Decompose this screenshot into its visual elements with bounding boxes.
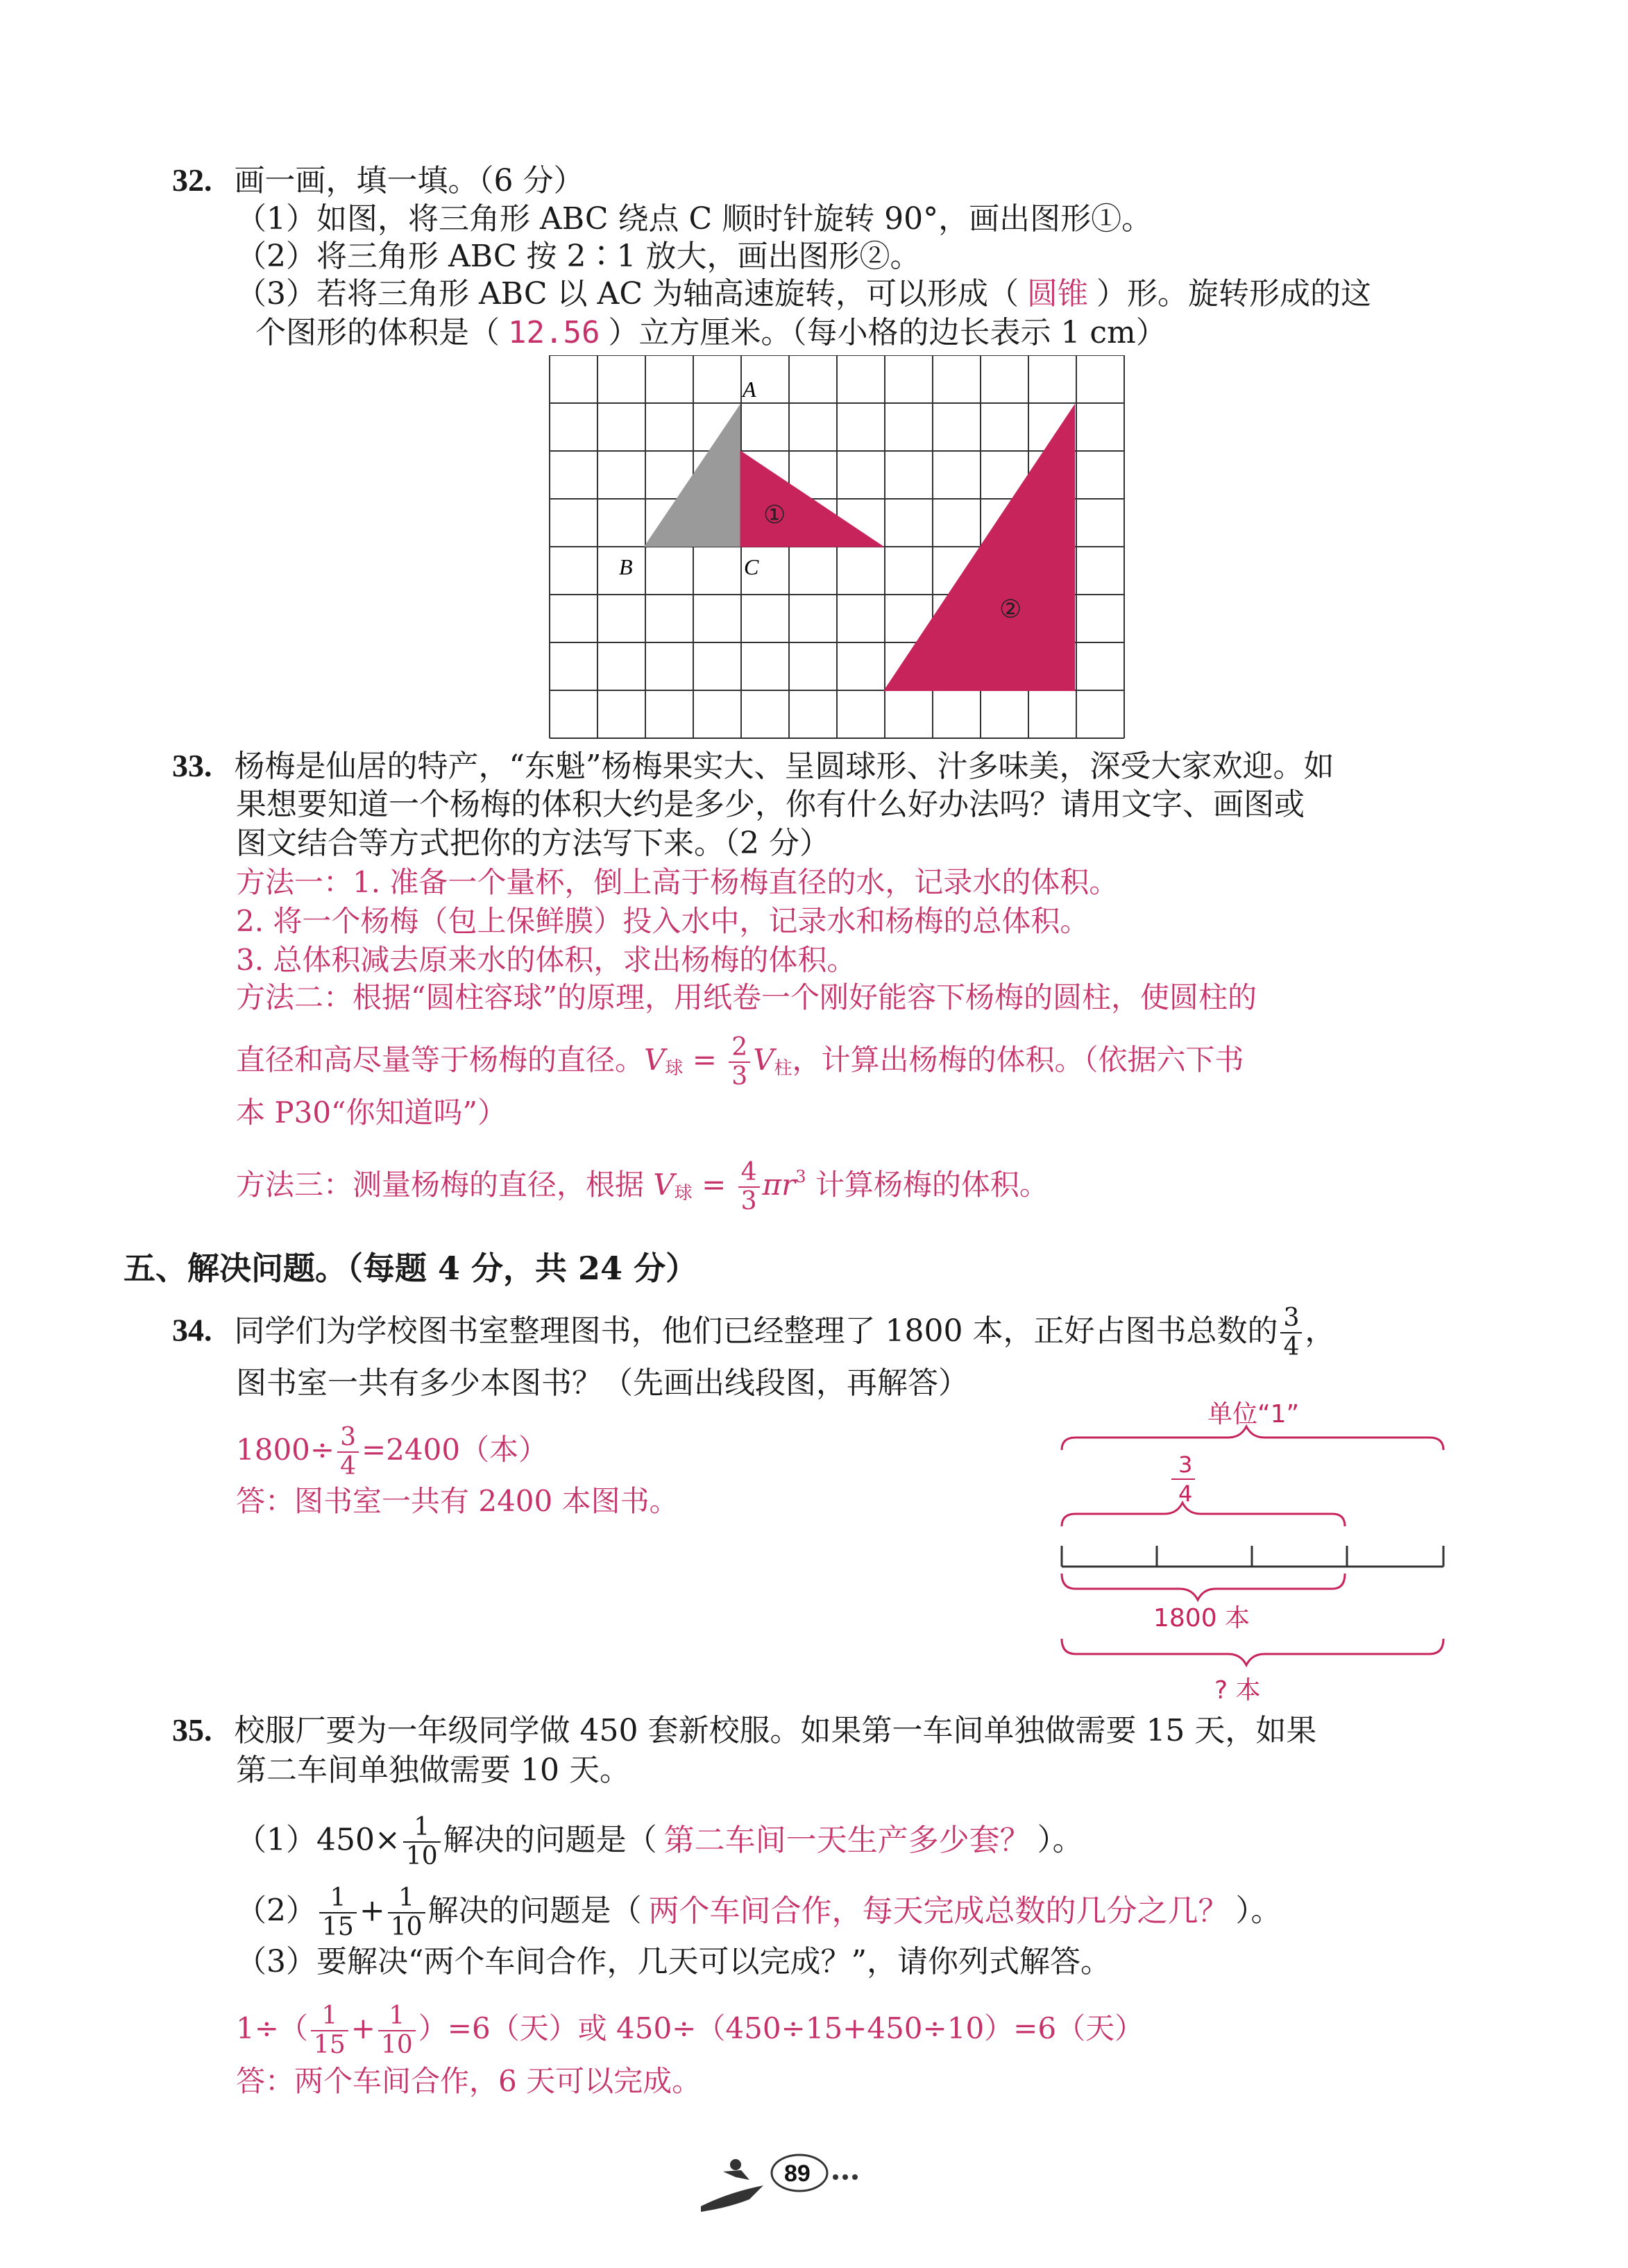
- q33-a7-sub: 球: [674, 1183, 693, 1204]
- runner-icon: [701, 2185, 763, 2212]
- frac-den: 3: [731, 1062, 748, 1091]
- q33-line2: 果想要知道一个杨梅的体积大约是多少，你有什么好办法吗？请用文字、画图或: [236, 787, 1305, 822]
- q32-part1: （1）如图，将三角形 ABC 绕点 C 顺时针旋转 90°，画出图形①。: [236, 201, 1153, 237]
- q32-part3-answer: 圆锥: [1026, 276, 1088, 312]
- q33-answer-6: 本 P30“你知道吗”）: [236, 1095, 507, 1129]
- unknown-label: ? 本: [1214, 1676, 1261, 1705]
- q35-line1: [172, 1711, 1316, 1750]
- q35-answer: 答：两个车间合作，6 天可以完成。: [236, 2064, 702, 2098]
- q33-answer-4: 方法二：根据“圆柱容球”的原理，用纸卷一个刚好能容下杨梅的圆柱，使圆柱的: [236, 980, 1257, 1014]
- q33-a7-pre: 方法三：测量杨梅的直径，根据: [236, 1168, 654, 1202]
- q33-answer-7: [236, 1157, 1049, 1216]
- q33-a5-sub1: 球: [665, 1058, 684, 1079]
- frac-den: 10: [390, 1913, 423, 1941]
- shape1-label: ①: [763, 501, 786, 529]
- q33-answer-2: 2. 将一个杨梅（包上保鲜膜）投入水中，记录水和杨梅的总体积。: [236, 904, 1089, 938]
- frac-den: 15: [313, 2031, 346, 2059]
- q33-a5-v: V: [644, 1043, 665, 1077]
- q35-p1-fraction: [403, 1814, 441, 1870]
- q35-part3: （3）要解决“两个车间合作，几天可以完成？”，请你列式解答。: [236, 1944, 1111, 1979]
- triangle-abc: [644, 404, 740, 547]
- q35-p2-fraction1: [319, 1884, 357, 1941]
- q34-line1: [172, 1304, 1335, 1361]
- total-brace: [1062, 1639, 1443, 1665]
- q34-fraction: [1280, 1304, 1302, 1361]
- q35-p1-post: ）。: [1037, 1822, 1083, 1858]
- q32-part4-post: ）立方厘米。（每小格的边长表示 1 cm）: [608, 315, 1167, 350]
- q35-p2-answer: 两个车间合作，每天完成总数的几分之几？: [648, 1893, 1229, 1929]
- footer-decoration: [687, 2144, 937, 2220]
- label-a: A: [743, 377, 756, 402]
- q33-a5-fraction: [729, 1034, 750, 1091]
- frac-label-den: 4: [1178, 1481, 1193, 1507]
- three-quarter-brace: [1062, 1503, 1345, 1526]
- q33-a7-eq: =: [692, 1168, 736, 1202]
- q33-number: 33.: [172, 748, 212, 783]
- frac-num: 4: [738, 1159, 760, 1188]
- q33-a5-eq: =: [683, 1043, 727, 1077]
- q34-line2: 图书室一共有多少本图书？（先画出线段图，再解答）: [236, 1365, 969, 1401]
- q33-a7-pi: πr: [762, 1168, 796, 1202]
- runner-head-icon: [730, 2159, 741, 2170]
- q34-calc-post: =2400（本）: [361, 1433, 548, 1467]
- q35-calc-post: ）=6（天）或 450÷（450÷15+450÷10）=6（天）: [418, 2011, 1144, 2045]
- q32-part2: （2）将三角形 ABC 按 2∶1 放大，画出图形②。: [236, 239, 921, 274]
- q32-part4: [255, 314, 1167, 352]
- q35-p2-pre: （2）: [236, 1893, 316, 1929]
- q32-part3: [236, 275, 1371, 314]
- q34-answer: 答：图书室一共有 2400 本图书。: [236, 1484, 679, 1518]
- q33-a7-sup: 3: [795, 1167, 806, 1186]
- q32-grid-figure: [541, 355, 1138, 744]
- q32-part3-pre: （3）若将三角形 ABC 以 AC 为轴高速旋转，可以形成（: [236, 276, 1019, 312]
- label-c: C: [744, 554, 759, 579]
- top-brace: [1062, 1426, 1443, 1450]
- q33-answer-3: 3. 总体积减去原来水的体积，求出杨梅的体积。: [236, 943, 856, 977]
- q35-p2-post: ）。: [1235, 1893, 1282, 1929]
- known-label: 1800 本: [1153, 1604, 1250, 1632]
- q33-a7-fraction: [738, 1159, 760, 1216]
- unit-label: 单位“1”: [1207, 1400, 1300, 1429]
- q33-a5-v2: V: [753, 1043, 774, 1077]
- q34-segment-diagram: [1041, 1388, 1457, 1721]
- q32-part3-post: ）形。旋转形成的这: [1096, 276, 1371, 312]
- known-brace: [1062, 1574, 1345, 1600]
- q33-a5-pre: 直径和高尽量等于杨梅的直径。: [236, 1043, 645, 1077]
- label-b: B: [619, 554, 633, 579]
- q33-answer-1: 方法一：1. 准备一个量杯，倒上高于杨梅直径的水，记录水的体积。: [236, 865, 1119, 899]
- frac-num: 3: [1280, 1304, 1302, 1333]
- q33-a5-post: ，计算出杨梅的体积。（依据六下书: [792, 1043, 1244, 1077]
- q35-p1-answer: 第二车间一天生产多少套？: [663, 1822, 1031, 1858]
- q35-p2-mid: 解决的问题是（: [427, 1893, 642, 1929]
- frac-den: 10: [405, 1842, 438, 1870]
- q34-calculation: [236, 1424, 548, 1481]
- q32-part4-answer: 12.56: [508, 315, 600, 350]
- frac-num: 2: [729, 1034, 750, 1063]
- frac-den: 3: [740, 1187, 757, 1216]
- frac-den: 4: [340, 1452, 356, 1481]
- frac-num: 1: [403, 1814, 441, 1843]
- q32-title-text: 画一画，填一填。（6 分）: [234, 163, 584, 198]
- q35-text1: 校服厂要为一年级同学做 450 套新校服。如果第一车间单独做需要 15 天，如果: [234, 1713, 1317, 1748]
- section-5-heading: 五、解决问题。（每题 4 分，共 24 分）: [124, 1250, 698, 1287]
- shape2-label: ②: [999, 595, 1022, 624]
- q35-p1-mid: 解决的问题是（: [443, 1822, 657, 1858]
- frac-num: 1: [388, 1884, 425, 1913]
- q35-calc-pre: 1÷（: [236, 2011, 308, 2045]
- q35-calc-fraction2: [378, 2002, 416, 2059]
- page-number: 89: [784, 2160, 811, 2187]
- q33-answer-5: [236, 1034, 1244, 1091]
- frac-num: 1: [311, 2002, 348, 2031]
- q35-part2: [236, 1884, 1282, 1941]
- q35-p1-pre: （1）450×: [236, 1822, 400, 1858]
- frac-label-num: 3: [1178, 1451, 1193, 1478]
- q35-calculation: [236, 2002, 1144, 2059]
- frac-num: 3: [337, 1424, 359, 1453]
- q33-a7-v: V: [653, 1168, 675, 1202]
- q33-text1: 杨梅是仙居的特产，“东魁”杨梅果实大、呈圆球形、汁多味美，深受大家欢迎。如: [234, 749, 1334, 784]
- frac-num: 1: [319, 1884, 357, 1913]
- q35-number: 35.: [172, 1712, 212, 1748]
- q35-part1: [236, 1814, 1083, 1870]
- q34-text1: 同学们为学校图书室整理图书，他们已经整理了 1800 本，正好占图书总数的: [234, 1313, 1278, 1349]
- q33-line1: [172, 747, 1334, 786]
- q32-title: [172, 161, 584, 201]
- q34-calc-fraction: [337, 1424, 359, 1481]
- q34-text1-end: ，: [1305, 1313, 1336, 1349]
- q32-part4-pre: 个图形的体积是（: [255, 315, 500, 350]
- q35-calc-fraction1: [311, 2002, 348, 2059]
- q32-number: 32.: [172, 162, 212, 198]
- frac-den: 15: [322, 1913, 354, 1941]
- q34-number: 34.: [172, 1312, 212, 1348]
- q33-line3: 图文结合等方式把你的方法写下来。（2 分）: [236, 826, 830, 861]
- q35-calc-plus: +: [350, 2011, 375, 2045]
- frac-den: 10: [380, 2031, 413, 2059]
- q35-p2-plus: +: [359, 1893, 385, 1929]
- q35-line2: 第二车间单独做需要 10 天。: [236, 1753, 630, 1788]
- frac-den: 4: [1283, 1333, 1300, 1361]
- frac-num: 1: [378, 2002, 416, 2031]
- q34-calc-pre: 1800÷: [236, 1433, 335, 1467]
- q35-p2-fraction2: [388, 1884, 425, 1941]
- q33-a5-sub2: 柱: [774, 1058, 792, 1079]
- q33-a7-post: 计算杨梅的体积。: [806, 1168, 1049, 1202]
